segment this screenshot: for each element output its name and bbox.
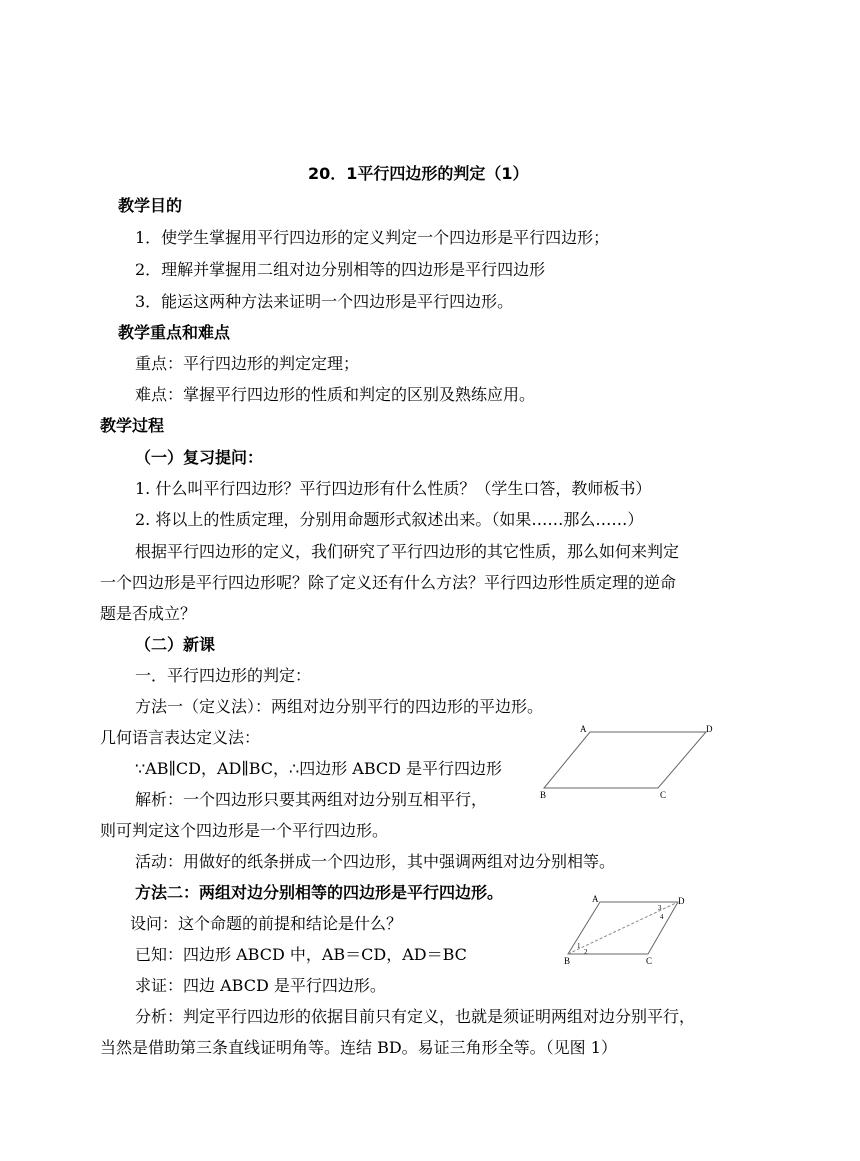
process-heading: 教学过程: [100, 416, 165, 435]
activity-text: 活动：用做好的纸条拼成一个四边形，其中强调两组对边分别相等。: [135, 852, 616, 871]
fig2-label-c: C: [646, 956, 653, 966]
fig2-label-d: D: [678, 896, 685, 906]
intro-line-1: 根据平行四边形的定义，我们研究了平行四边形的其它性质，那么如何来判定: [135, 542, 680, 561]
new-lesson-heading: （二）新课: [135, 635, 216, 654]
review-heading: （一）复习提问：: [135, 448, 264, 467]
parallelogram-figure-1: [538, 720, 738, 800]
key-point-text: 重点：平行四边形的判定定理；: [135, 354, 360, 373]
review-item-2: 2. 将以上的性质定理，分别用命题形式叙述出来。（如果……那么……）: [135, 510, 644, 529]
section-one-heading: 一．平行四边形的判定：: [135, 666, 312, 685]
goals-heading: 教学目的: [118, 196, 183, 215]
fig2-label-b: B: [564, 956, 571, 966]
goal-item-2: 2．理解并掌握用二组对边分别相等的四边形是平行四边形: [135, 260, 546, 279]
document-title: 20．1平行四边形的判定（1）: [308, 164, 529, 183]
analysis-line-1: 解析：一个四边形只要其两组对边分别互相平行，: [135, 790, 488, 809]
fig1-label-c: C: [660, 790, 667, 800]
analysis2-line-1: 分析：判定平行四边形的依据目前只有定义，也就是须证明两组对边分别平行，: [135, 1007, 696, 1026]
given-text: 已知：四边形 ABCD 中，AB＝CD，AD＝BC: [135, 945, 467, 964]
angle-1-label: 1: [577, 942, 581, 950]
intro-line-2: 一个四边形是平行四边形呢？除了定义还有什么方法？平行四边形性质定理的逆命: [100, 573, 677, 592]
prove-text: 求证：四边 ABCD 是平行四边形。: [135, 976, 386, 995]
intro-line-3: 题是否成立？: [100, 604, 197, 623]
fig1-label-d: D: [706, 724, 713, 734]
angle-3-label: 3: [658, 904, 662, 912]
goal-item-1: 1．使学生掌握用平行四边形的定义判定一个四边形是平行四边形；: [135, 228, 610, 247]
difficulty-text: 难点：掌握平行四边形的性质和判定的区别及熟练应用。: [135, 385, 536, 404]
parallelogram-outline: [544, 732, 706, 788]
review-item-1: 1. 什么叫平行四边形？平行四边形有什么性质？（学生口答，教师板书）: [135, 479, 652, 498]
method-two-text: 方法二：两组对边分别相等的四边形是平行四边形。: [135, 883, 504, 902]
geo-language-text: 几何语言表达定义法：: [100, 728, 261, 747]
key-points-heading: 教学重点和难点: [118, 323, 231, 342]
angle-4-label: 4: [660, 913, 664, 921]
angle-2-label: 2: [584, 948, 588, 956]
parallelogram-figure-2: [560, 892, 720, 972]
analysis2-line-2: 当然是借助第三条直线证明角等。连结 BD。易证三角形全等。（见图 1）: [100, 1038, 617, 1057]
goal-item-3: 3．能运这两种方法来证明一个四边形是平行四边形。: [135, 292, 514, 311]
method-one-text: 方法一（定义法）：两组对边分别平行的四边形的平边形。: [135, 697, 544, 716]
fig2-label-a: A: [592, 894, 599, 904]
fig1-label-a: A: [580, 724, 587, 734]
fig1-label-b: B: [540, 790, 547, 800]
because-line: ∵AB∥CD，AD∥BC，∴四边形 ABCD 是平行四边形: [135, 759, 503, 778]
question-text: 设问：这个命题的前提和结论是什么？: [130, 914, 403, 933]
analysis-line-2: 则可判定这个四边形是一个平行四边形。: [100, 821, 389, 840]
